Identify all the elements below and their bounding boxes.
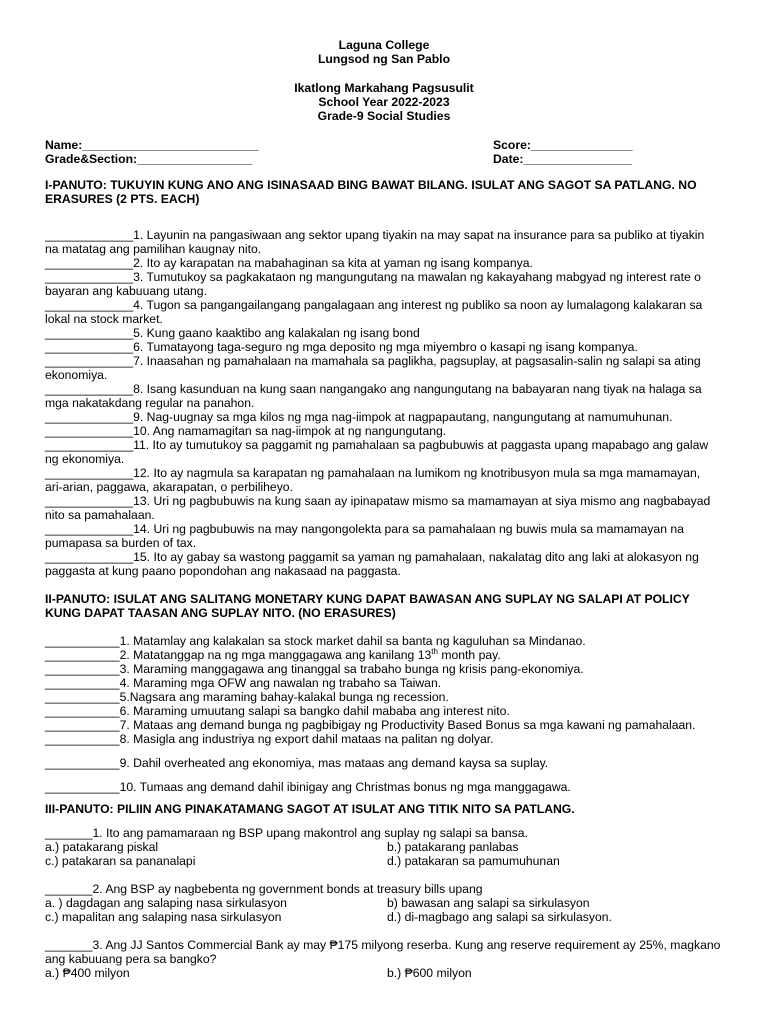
answer-blank[interactable]: _____________ [45,256,134,270]
answer-blank[interactable]: _______ [45,882,93,896]
part1-title: I-PANUTO: TUKUYIN KUNG ANO ANG ISINASAAD BING BAWAT BILANG. ISULAT ANG SAGOT SA PATLANG. NO ERASURES (2 PTS. EACH) [45,178,697,206]
answer-blank[interactable]: ___________ [45,634,120,648]
part1-item-15: _____________15. Ito ay gabay sa wastong paggamit sa yaman ng pamahalaan, nakalatag dito ang laki at alokasyon ng paggasta at kung paano popondohan ang nakasaad na paggasta. [45,550,699,578]
part1-item-4: _____________4. Tugon sa pangangailangang pangalagaan ang interest ng publiko sa noon ay lumalagong kalakaran sa lokal na stock market. [45,298,703,326]
choice-b: b) bawasan ang salapi sa sirkulasyon [387,896,590,910]
part2-item-4: ___________4. Maraming mga OFW ang nawalan ng trabaho sa Taiwan. [45,676,442,690]
exam-content [45,178,721,980]
date-field[interactable]: Date:________________ [493,152,632,166]
part2-item-9: ___________9. Dahil overheated ang ekonomiya, mas mataas ang demand kaysa sa suplay. [45,756,549,770]
part1-item-3: _____________3. Tumutukoy sa pagkakataon ng mangungutang na mawalan ng kakayahang mabgyad ng interest rate o bayaran ang kabuuang utang. [45,270,701,298]
answer-blank[interactable]: _____________ [45,466,134,480]
part1-item-5: _____________5. Kung gaano kaaktibo ang kalakalan ng isang bond [45,326,420,340]
answer-blank[interactable]: ___________ [45,690,120,704]
answer-blank[interactable]: _____________ [45,340,134,354]
part1-items [45,228,721,578]
score-fields [493,138,633,166]
answer-blank[interactable]: _____________ [45,550,134,564]
answer-blank[interactable]: ___________ [45,780,120,794]
part2-items [45,634,721,794]
school-year: School Year 2022-2023 [318,95,450,109]
score-field[interactable]: Score:_______________ [493,138,633,152]
city-name: Lungsod ng San Pablo [317,52,451,66]
answer-blank[interactable]: ___________ [45,676,120,690]
part1-item-14: _____________14. Uri ng pagbubuwis na may nangongolekta para sa pamahalaan ng buwis mula sa mamamayan na pumapasa sa burden of tax. [45,522,684,550]
part2-item-5: ___________5.Nagsara ang maraming bahay-kalakal bunga ng recession. [45,690,449,704]
part2-item-6: ___________6. Maraming umuutang salapi sa bangko dahil mababa ang interest nito. [45,704,510,718]
answer-blank[interactable]: _____________ [45,424,134,438]
answer-blank[interactable]: ___________ [45,648,120,662]
answer-blank[interactable]: _____________ [45,354,134,368]
choice-d: d.) patakaran sa pamumuhunan [387,854,560,868]
choice-a: a.) patakarang piskal [45,840,159,854]
part3-question-1: _______1. Ito ang pamamaraan ng BSP upang makontrol ang suplay ng salapi sa bansa. a.) patakarang piskal b.) patakarang panlabas c.) patakaran sa pananalapi d.) patakaran sa pamumuhunan [45,826,560,868]
part1-item-2: _____________2. Ito ay karapatan na mabahaginan sa kita at yaman ng isang kompanya. [45,256,533,270]
answer-blank[interactable]: ___________ [45,732,120,746]
part1-item-9: _____________9. Nag-uugnay sa mga kilos ng mga nag-iimpok at nagpapautang, nangungutang at namumuhunan. [45,410,673,424]
part1-item-13: _____________13. Uri ng pagbubuwis na kung saan ay ipinapataw mismo sa mamamayan at siya mismo ang nagbabayad nito sa pamahalaan. [45,494,711,522]
part1-item-12: _____________12. Ito ay nagmula sa karapatan ng pamahalaan na lumikom ng knotribusyon mula sa mga mamamayan, ari-arian, paggawa, akarapatan, o perbiliheyo. [45,466,701,494]
choice-b: b.) ₱600 milyon [387,966,472,980]
choice-b: b.) patakarang panlabas [387,840,519,854]
exam-header [0,38,768,123]
student-fields [45,138,258,166]
answer-blank[interactable]: _____________ [45,298,134,312]
exam-title: Ikatlong Markahang Pagsusulit [294,81,474,95]
part2-item-3: ___________3. Maraming manggagawa ang tinanggal sa trabaho bunga ng krisis pang-ekonomiya. [45,662,584,676]
part1-item-10: _____________10. Ang namamagitan sa nag-iimpok at ng nangungutang. [45,424,447,438]
answer-blank[interactable]: _____________ [45,228,134,242]
college-name: Laguna College [338,38,430,52]
answer-blank[interactable]: ___________ [45,704,120,718]
part1-item-7: _____________7. Inaasahan ng pamahalaan na mamahala sa paglikha, pagsuplay, at pagsasalin-salin ng salapi sa ating ekonomiya. [45,354,701,382]
part1-item-1: _____________1. Layunin na pangasiwaan ang sektor upang tiyakin na may sapat na insurance para sa publiko at tiyakin na matatag ang pamilihan kaugnay nito. [45,228,705,256]
part1-item-11: _____________11. Ito ay tumutukoy sa paggamit ng pamahalaan sa pagbubuwis at paggasta upang mapabago ang galaw ng ekonomiya. [45,438,709,466]
choice-a: a.) ₱400 milyon [45,966,130,980]
answer-blank[interactable]: _____________ [45,438,134,452]
choice-c: c.) patakaran sa pananalapi [45,854,196,868]
part2-item-10: ___________10. Tumaas ang demand dahil ibinigay ang Christmas bonus ng mga manggagawa. [45,780,571,794]
part2-item-2: ___________2. Matatanggap na ng mga manggagawa ang kanilang 13th month pay. [45,646,501,662]
answer-blank[interactable]: _____________ [45,522,134,536]
part2-item-7: ___________7. Mataas ang demand bunga ng pagbibigay ng Productivity Based Bonus sa mga kawani ng pamahalaan. [45,718,696,732]
answer-blank[interactable]: ___________ [45,662,120,676]
answer-blank[interactable]: _____________ [45,494,134,508]
choice-d: d.) di-magbago ang salapi sa sirkulasyon. [387,910,612,924]
part3-question-3: _______3. Ang JJ Santos Commercial Bank ay may ₱175 milyong reserba. Kung ang reserve requirement ay 25%, magkano ang kabuuang pera sa bangko? a.) ₱400 milyon b.) ₱600 milyon [45,938,721,980]
answer-blank[interactable]: _______ [45,938,93,952]
part3-question-2: _______2. Ang BSP ay nagbebenta ng government bonds at treasury bills upang a. ) dagdagan ang salaping nasa sirkulasyon b) bawasan ang salapi sa sirkulasyon c.) mapalitan ang salaping nasa sirkulasyon d.) di-magbago ang salapi sa sirkulasyon. [45,882,612,924]
part1-item-8: _____________8. Isang kasunduan na kung saan nangangako ang nangungutang na babayaran nang tiyak na halaga sa mga nakatakdang regular na panahon. [45,382,702,410]
answer-blank[interactable]: _____________ [45,326,134,340]
part1-item-6: _____________6. Tumatayong taga-seguro ng mga deposito ng mga miyembro o kasapi ng isang kompanya. [45,340,638,354]
grade-section-field[interactable]: Grade&Section:_________________ [45,152,253,166]
name-field[interactable]: Name:__________________________ [45,138,259,152]
subject-line: Grade-9 Social Studies [317,109,451,123]
answer-blank[interactable]: _____________ [45,410,134,424]
part2-item-8: ___________8. Masigla ang industriya ng export dahil mataas na palitan ng dolyar. [45,732,494,746]
answer-blank[interactable]: ___________ [45,718,120,732]
choice-c: c.) mapalitan ang salaping nasa sirkulasyon [45,910,282,924]
answer-blank[interactable]: _____________ [45,270,134,284]
answer-blank[interactable]: _____________ [45,382,134,396]
part3-title: III-PANUTO: PILIIN ANG PINAKATAMANG SAGOT AT ISULAT ANG TITIK NITO SA PATLANG. [45,802,575,816]
answer-blank[interactable]: _______ [45,826,93,840]
part2-item-1: ___________1. Matamlay ang kalakalan sa stock market dahil sa banta ng kaguluhan sa Mindanao. [45,634,586,648]
part2-title: II-PANUTO: ISULAT ANG SALITANG MONETARY KUNG DAPAT BAWASAN ANG SUPLAY NG SALAPI AT POLICY KUNG DAPAT TAASAN ANG SUPLAY NITO. (NO ERASURES) [45,592,690,620]
answer-blank[interactable]: ___________ [45,756,120,770]
choice-a: a. ) dagdagan ang salaping nasa sirkulasyon [45,896,287,910]
